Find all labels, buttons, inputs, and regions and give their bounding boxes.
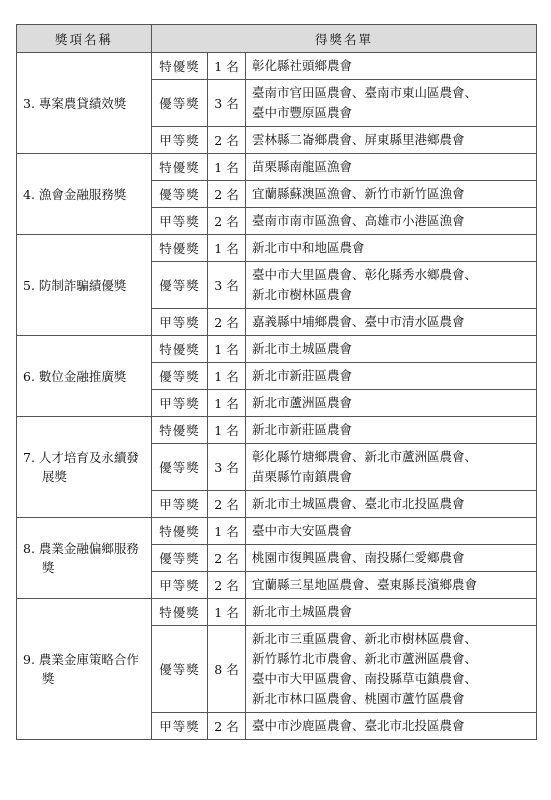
winner-line: 臺中市豐原區農會 [252,105,353,120]
award-category-name: 9. 農業金庫策略合作獎 [23,652,139,686]
winners-cell [246,572,537,599]
winners-cell [246,363,537,390]
winner-line: 新北市土城區農會 [252,604,353,619]
winner-line: 彰化縣竹塘鄉農會、新北市蘆洲區農會、 [252,449,478,464]
winner-line: 新北市蘆洲區農會 [252,395,353,410]
table-row [17,235,537,262]
award-category-cell [17,336,152,417]
winner-count: 3 名 [208,262,246,309]
award-level: 特優獎 [152,336,208,363]
award-category-cell [17,154,152,235]
award-level: 優等獎 [152,444,208,491]
award-category-name: 7. 人才培育及永續發展獎 [23,450,139,484]
award-name-header: 獎項名稱 [17,25,152,53]
table-row [17,336,537,363]
winner-line: 新北市三重區農會、新北市樹林區農會、 [252,631,478,646]
winners-cell [246,262,537,309]
award-category-cell [17,518,152,599]
winner-line: 新北市樹林區農會 [252,287,353,302]
winner-line: 宜蘭縣三星地區農會、臺東縣長濱鄉農會 [252,577,478,592]
winners-cell [246,53,537,80]
award-level: 甲等獎 [152,572,208,599]
award-level: 優等獎 [152,545,208,572]
winner-count: 2 名 [208,713,246,740]
winner-line: 臺中市大安區農會 [252,523,353,538]
award-level: 甲等獎 [152,491,208,518]
table-body [17,53,537,740]
table-row [17,53,537,80]
award-level: 特優獎 [152,154,208,181]
table-row [17,518,537,545]
award-level: 甲等獎 [152,390,208,417]
winners-cell [246,491,537,518]
winner-line: 苗栗縣竹南鎮農會 [252,469,353,484]
winner-count: 2 名 [208,545,246,572]
winner-count: 3 名 [208,444,246,491]
winner-line: 臺中市大里區農會、彰化縣秀水鄉農會、 [252,267,478,282]
winner-line: 雲林縣二崙鄉農會、屏東縣里港鄉農會 [252,132,465,147]
winner-line: 新北市土城區農會 [252,341,353,356]
award-level: 特優獎 [152,53,208,80]
winner-count: 1 名 [208,363,246,390]
winners-cell [246,309,537,336]
winner-count: 1 名 [208,53,246,80]
winners-cell [246,154,537,181]
award-level: 優等獎 [152,262,208,309]
winner-line: 新北市新莊區農會 [252,368,353,383]
header-row [17,25,537,53]
table-row [17,417,537,444]
winner-line: 苗栗縣南龍區漁會 [252,159,353,174]
award-level: 優等獎 [152,626,208,713]
winner-count: 2 名 [208,127,246,154]
award-category-name: 3. 專案農貸績效獎 [23,95,127,111]
winner-count: 2 名 [208,572,246,599]
winners-cell [246,417,537,444]
award-level: 特優獎 [152,599,208,626]
winners-cell [246,235,537,262]
award-level: 優等獎 [152,181,208,208]
winners-cell [246,444,537,491]
winner-count: 1 名 [208,235,246,262]
winner-count: 3 名 [208,80,246,127]
winner-count: 1 名 [208,417,246,444]
award-level: 甲等獎 [152,713,208,740]
winner-line: 新北市土城區農會、臺北市北投區農會 [252,496,465,511]
award-level: 特優獎 [152,417,208,444]
winner-line: 臺南市官田區農會、臺南市東山區農會、 [252,85,478,100]
winners-cell [246,518,537,545]
award-level: 優等獎 [152,80,208,127]
award-level: 特優獎 [152,518,208,545]
award-level: 甲等獎 [152,127,208,154]
award-category-cell [17,417,152,518]
winners-header: 得獎名單 [152,25,537,53]
award-table [16,24,537,740]
table-row [17,599,537,626]
award-category-name: 4. 漁會金融服務獎 [23,186,127,202]
winner-line: 新北市新莊區農會 [252,422,353,437]
winners-cell [246,336,537,363]
winner-count: 2 名 [208,181,246,208]
award-category-name: 5. 防制詐騙績優獎 [23,277,127,293]
winner-line: 臺中市大甲區農會、南投縣草屯鎮農會、 [252,671,478,686]
winner-line: 新北市中和地區農會 [252,240,365,255]
award-category-name: 6. 數位金融推廣獎 [23,368,127,384]
winner-count: 2 名 [208,491,246,518]
winner-count: 2 名 [208,208,246,235]
winner-line: 臺南市南市區漁會、高雄市小港區漁會 [252,213,465,228]
winner-count: 1 名 [208,390,246,417]
winners-cell [246,713,537,740]
winners-cell [246,208,537,235]
winner-count: 1 名 [208,336,246,363]
table-header [17,25,537,53]
award-level: 甲等獎 [152,208,208,235]
winners-cell [246,127,537,154]
winner-line: 新竹縣竹北市農會、新北市蘆洲區農會、 [252,651,478,666]
winner-line: 新北市林口區農會、桃園市蘆竹區農會 [252,691,465,706]
winner-line: 宜蘭縣蘇澳區漁會、新竹市新竹區漁會 [252,186,465,201]
winner-count: 1 名 [208,154,246,181]
winners-cell [246,599,537,626]
winner-line: 桃園市復興區農會、南投縣仁愛鄉農會 [252,550,465,565]
winners-cell [246,545,537,572]
table-row [17,154,537,181]
winner-count: 2 名 [208,309,246,336]
winner-line: 彰化縣社頭鄉農會 [252,58,353,73]
award-category-cell [17,599,152,740]
award-category-cell [17,53,152,154]
award-category-name: 8. 農業金融偏鄉服務獎 [23,541,139,575]
winner-count: 1 名 [208,518,246,545]
winners-cell [246,626,537,713]
winner-line: 嘉義縣中埔鄉農會、臺中市清水區農會 [252,314,465,329]
award-level: 優等獎 [152,363,208,390]
winner-count: 8 名 [208,626,246,713]
winners-cell [246,390,537,417]
winner-line: 臺中市沙鹿區農會、臺北市北投區農會 [252,718,465,733]
award-level: 特優獎 [152,235,208,262]
award-level: 甲等獎 [152,309,208,336]
winners-cell [246,80,537,127]
award-category-cell [17,235,152,336]
winners-cell [246,181,537,208]
winner-count: 1 名 [208,599,246,626]
